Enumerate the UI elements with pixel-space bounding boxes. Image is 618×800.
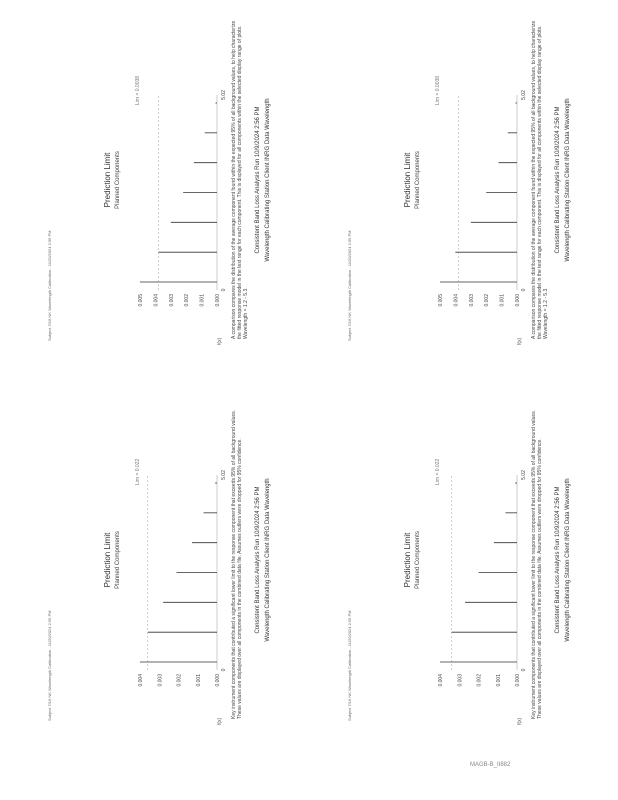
x-tick-label: 0 xyxy=(221,288,227,292)
x-tick-label: 5.02 xyxy=(221,90,227,100)
report-panel-4 xyxy=(345,15,580,345)
x-tick-label: 0 xyxy=(521,668,527,672)
x-tick-label: 5.02 xyxy=(521,90,527,100)
y-tick-label: 0.001 xyxy=(495,674,502,687)
panel-header: Subject 7/16 NK Wavelength Calibration - 11/20/2024 2:55 PM xyxy=(347,230,352,341)
y-tick-label: 0.002 xyxy=(484,294,491,307)
chart-subtitle: Planned Components xyxy=(115,531,121,589)
y-tick-label: 0.001 xyxy=(199,294,206,307)
report-panel-2 xyxy=(45,395,280,725)
y-tick-label: 0.004 xyxy=(138,674,144,687)
footer-line-2: Wavelength Calibrating Station Client INRG Data Wavelength xyxy=(565,98,571,262)
y-tick-label: 0.002 xyxy=(176,674,183,687)
footer-line-1: Consistent Band Loss Analysis Run 10/9/2024 2:56 PM xyxy=(255,106,261,254)
y-tick-label: 0.001 xyxy=(499,294,506,307)
y-tick-label: 0.003 xyxy=(157,674,164,687)
chart-subtitle: Planned Components xyxy=(415,151,421,209)
y-tick-label: 0.004 xyxy=(153,294,160,307)
limit-label: Lim = 0.0038 xyxy=(435,75,441,105)
y-axis-label: f(x) xyxy=(517,337,523,345)
chart-title: Prediction Limit xyxy=(103,152,112,208)
chart-note: Key instrument components that contributed a significant lower limit to the response component that exceeds 95% of all background values. These values are displayed over all components in the combined data file. Assumes outliers were dropped for 95% confidence. xyxy=(231,409,243,719)
footer-line-1: Consistent Band Loss Analysis Run 10/9/2024 2:56 PM xyxy=(255,486,261,634)
y-tick-label: 0.004 xyxy=(438,674,444,687)
bar-chart xyxy=(345,395,580,725)
footer-line-2: Wavelength Calibrating Station Client INRG Data Wavelength xyxy=(265,98,271,262)
footer-line-2: Wavelength Calibrating Station Client INRG Data Wavelength xyxy=(265,478,271,642)
footer-line-1: Consistent Band Loss Analysis Run 10/9/2024 2:56 PM xyxy=(555,486,561,634)
limit-label: Lim = 0.022 xyxy=(435,458,441,485)
y-tick-label: 0.001 xyxy=(195,674,202,687)
x-tick-label: 0 xyxy=(521,288,527,292)
y-tick-label: 0.005 xyxy=(438,294,444,307)
limit-label: Lim = 0.0038 xyxy=(135,75,141,105)
y-tick-label: 0.003 xyxy=(457,674,464,687)
chart-subtitle: Planned Components xyxy=(115,151,121,209)
chart-title: Prediction Limit xyxy=(403,532,412,588)
y-tick-label: 0.000 xyxy=(515,674,521,687)
footer-line-2: Wavelength Calibrating Station Client INRG Data Wavelength xyxy=(565,478,571,642)
y-tick-label: 0.003 xyxy=(468,294,475,307)
y-tick-label: 0.002 xyxy=(184,294,191,307)
y-axis-label: f(x) xyxy=(217,717,223,725)
footer-line-1: Consistent Band Loss Analysis Run 10/9/2024 2:56 PM xyxy=(555,106,561,254)
y-tick-label: 0.000 xyxy=(215,674,221,687)
report-panel-3 xyxy=(345,395,580,725)
page-code: MAGB-B_II882 xyxy=(470,762,511,768)
report-panel-1 xyxy=(45,15,280,345)
y-tick-label: 0.000 xyxy=(515,294,521,307)
chart-note: A comparison compares the distribution of the average component found within the expected 95% of all background values, to help characterize the fitted response model in the test range for each component. This is displayed for all components within the selected display range of plots. Wavelength = 1.2 - 5.3. xyxy=(231,20,249,339)
chart-title: Prediction Limit xyxy=(103,532,112,588)
y-tick-label: 0.003 xyxy=(168,294,175,307)
chart-note: A comparison compares the distribution of the average component found within the expected 95% of all background values, to help characterize the fitted response model in the test range for each component. This is displayed for all components within the selected display range of plots. Wavelength = 1.2 - 5.3. xyxy=(531,20,549,339)
y-axis-label: f(x) xyxy=(517,717,523,725)
y-axis-label: f(x) xyxy=(217,337,223,345)
bar-chart xyxy=(45,395,280,725)
chart-note: Key instrument components that contributed a significant lower limit to the response component that exceeds 95% of all background values. These values are displayed over all components in the combined data file. Assumes outliers were dropped for 95% confidence. xyxy=(531,409,543,719)
y-tick-label: 0.000 xyxy=(215,294,221,307)
chart-title: Prediction Limit xyxy=(403,152,412,208)
panel-header: Subject 7/16 NK Wavelength Calibration - 11/20/2024 2:55 PM xyxy=(47,230,52,341)
x-tick-label: 5.02 xyxy=(521,470,527,480)
x-tick-label: 5.02 xyxy=(221,470,227,480)
y-tick-label: 0.005 xyxy=(138,294,144,307)
x-tick-label: 0 xyxy=(221,668,227,672)
y-tick-label: 0.004 xyxy=(453,294,460,307)
y-tick-label: 0.002 xyxy=(476,674,483,687)
chart-subtitle: Planned Components xyxy=(415,531,421,589)
panel-header: Subject 7/16 NK Wavelength Calibration - 11/20/2024 2:55 PM xyxy=(47,610,52,721)
limit-label: Lim = 0.022 xyxy=(135,458,141,485)
panel-header: Subject 7/16 NK Wavelength Calibration - 11/20/2024 2:55 PM xyxy=(347,610,352,721)
